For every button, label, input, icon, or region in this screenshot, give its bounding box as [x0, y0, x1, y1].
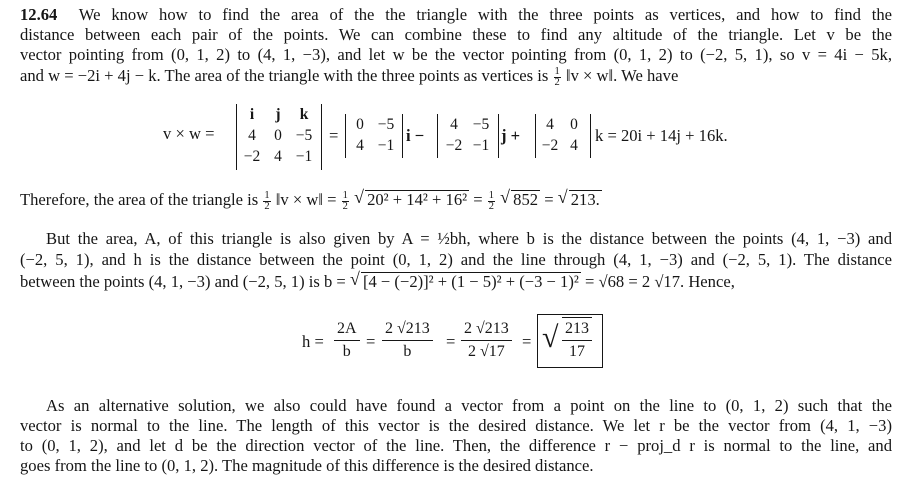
- det-cell: 4: [274, 148, 282, 165]
- det-cell: 0: [570, 116, 578, 133]
- sqrt-sum-squares: √ 20² + 14² + 16²: [354, 190, 469, 210]
- det-cell: j: [275, 106, 281, 123]
- problem-number: 12.64: [20, 5, 58, 24]
- h-label: h =: [302, 332, 324, 351]
- para2-text-3a: between the points (4, 1, −3) and (−2, 5, 1) is b =: [20, 272, 346, 291]
- para2-line-2: (−2, 5, 1), and h is the distance between the point (0, 1, 2) and the line through (4, 1, −3) and (−2, 5, 1). The distance: [20, 250, 892, 269]
- det-cell: −1: [377, 137, 395, 154]
- det-cell: 4: [248, 127, 256, 144]
- half-fraction: $\frac{1}{2}$: [264, 189, 270, 212]
- problem-line-2: distance between each pair of the points. We can combine these to find any altitude of the triangle. Let v be the: [20, 25, 892, 44]
- det-cell: 4: [356, 137, 364, 154]
- problem-text-4a: and w = −2i + 4j − k. The area of the triangle with the three points as vertices is: [20, 66, 549, 85]
- det-cell: −5: [472, 116, 490, 133]
- para3-line-4: goes from the line to (0, 1, 2). The magnitude of this difference is the desired distance.: [20, 456, 594, 475]
- half-fraction: $\frac{1}{2}$: [554, 65, 560, 88]
- para2-line-1: But the area, A, of this triangle is also given by A = ½bh, where b is the distance between the points (4, 1, −3) and: [46, 229, 892, 248]
- sqrt-852: √ 852: [500, 190, 540, 210]
- equals-sign: =: [446, 332, 456, 351]
- det-cell: −5: [295, 127, 313, 144]
- problem-text-1: We know how to find the area of the the triangle with the three points as vertices, and how to find the: [78, 5, 892, 24]
- det-cell: −2: [541, 137, 559, 154]
- det-cell: −1: [472, 137, 490, 154]
- det-cell: −5: [377, 116, 395, 133]
- para3-line-2: vector is normal to the line. The length of this vector is the desired distance. We let r be the vector from (4, 1, −3): [20, 416, 892, 435]
- fraction-2sqrt213-over-b: $\frac{2 √213}{b}$: [382, 318, 433, 363]
- cross-product-result: k = 20i + 14j + 16k.: [595, 126, 728, 145]
- area-norm: ‖v × w‖ =: [275, 190, 337, 209]
- problem-text-4b: ‖v × w‖. We have: [565, 66, 679, 85]
- equals-sign: =: [366, 332, 376, 351]
- area-line: Therefore, the area of the triangle is $\frac{1}{2}$ ‖v × w‖ = $\frac{1}{2}$ √ 20² + 14² + 16² = $\frac{1}{2}$ √ 852 = √ 213.: [20, 190, 892, 212]
- sqrt-distance: √ [4 − (−2)]² + (1 − 5)² + (−3 − 1)²: [350, 272, 581, 292]
- para2-text-3c: = √68 = 2 √17. Hence,: [585, 272, 735, 291]
- fraction-213-over-17: $\frac{213}{17}$: [562, 317, 592, 363]
- cross-product-lhs: v × w =: [163, 124, 215, 143]
- det-cell: k: [299, 106, 309, 123]
- j-term: j +: [501, 126, 521, 145]
- sqrt-sign: √: [542, 321, 559, 354]
- fraction-2sqrt213-over-2sqrt17: $\frac{2 √213}{2 √17}$: [461, 318, 512, 363]
- det-cell: −2: [243, 148, 261, 165]
- half-fraction: $\frac{1}{2}$: [488, 189, 495, 212]
- det-cell: 4: [450, 116, 458, 133]
- final-answer-box: [537, 314, 603, 368]
- fraction-2A-over-b: $\frac{2A}{b}$: [334, 318, 360, 363]
- i-term: i −: [406, 126, 425, 145]
- problem-line-3: vector pointing from (0, 1, 2) to (4, 1, −3), and let w be the vector pointing from (0, 1, 2) to (−2, 5, 1), so v = 4i − 5k,: [20, 45, 892, 64]
- det-cell: −1: [295, 148, 313, 165]
- det-cell: 0: [356, 116, 364, 133]
- det-cell: 4: [570, 137, 578, 154]
- problem-line-4: [20, 66, 892, 88]
- det-cell: −2: [445, 137, 463, 154]
- det-cell: 4: [546, 116, 554, 133]
- equals-sign: =: [522, 332, 532, 351]
- para3-line-3: to (0, 1, 2), and let d be the direction vector of the line. Then, the difference r − proj_d r is normal to the line, and: [20, 436, 892, 455]
- problem-line-1: [20, 5, 892, 25]
- area-prefix: Therefore, the area of the triangle is: [20, 190, 259, 209]
- para3-line-1: As an alternative solution, we also could have found a vector from a point on the line to (0, 1, 2) such that the: [46, 396, 892, 415]
- sqrt-213: √ 213.: [558, 190, 602, 210]
- det-cell: 0: [274, 127, 282, 144]
- det-cell: i: [249, 106, 255, 123]
- equals-sign: =: [329, 126, 339, 145]
- para2-line-3: [20, 272, 892, 292]
- half-fraction: $\frac{1}{2}$: [342, 189, 348, 212]
